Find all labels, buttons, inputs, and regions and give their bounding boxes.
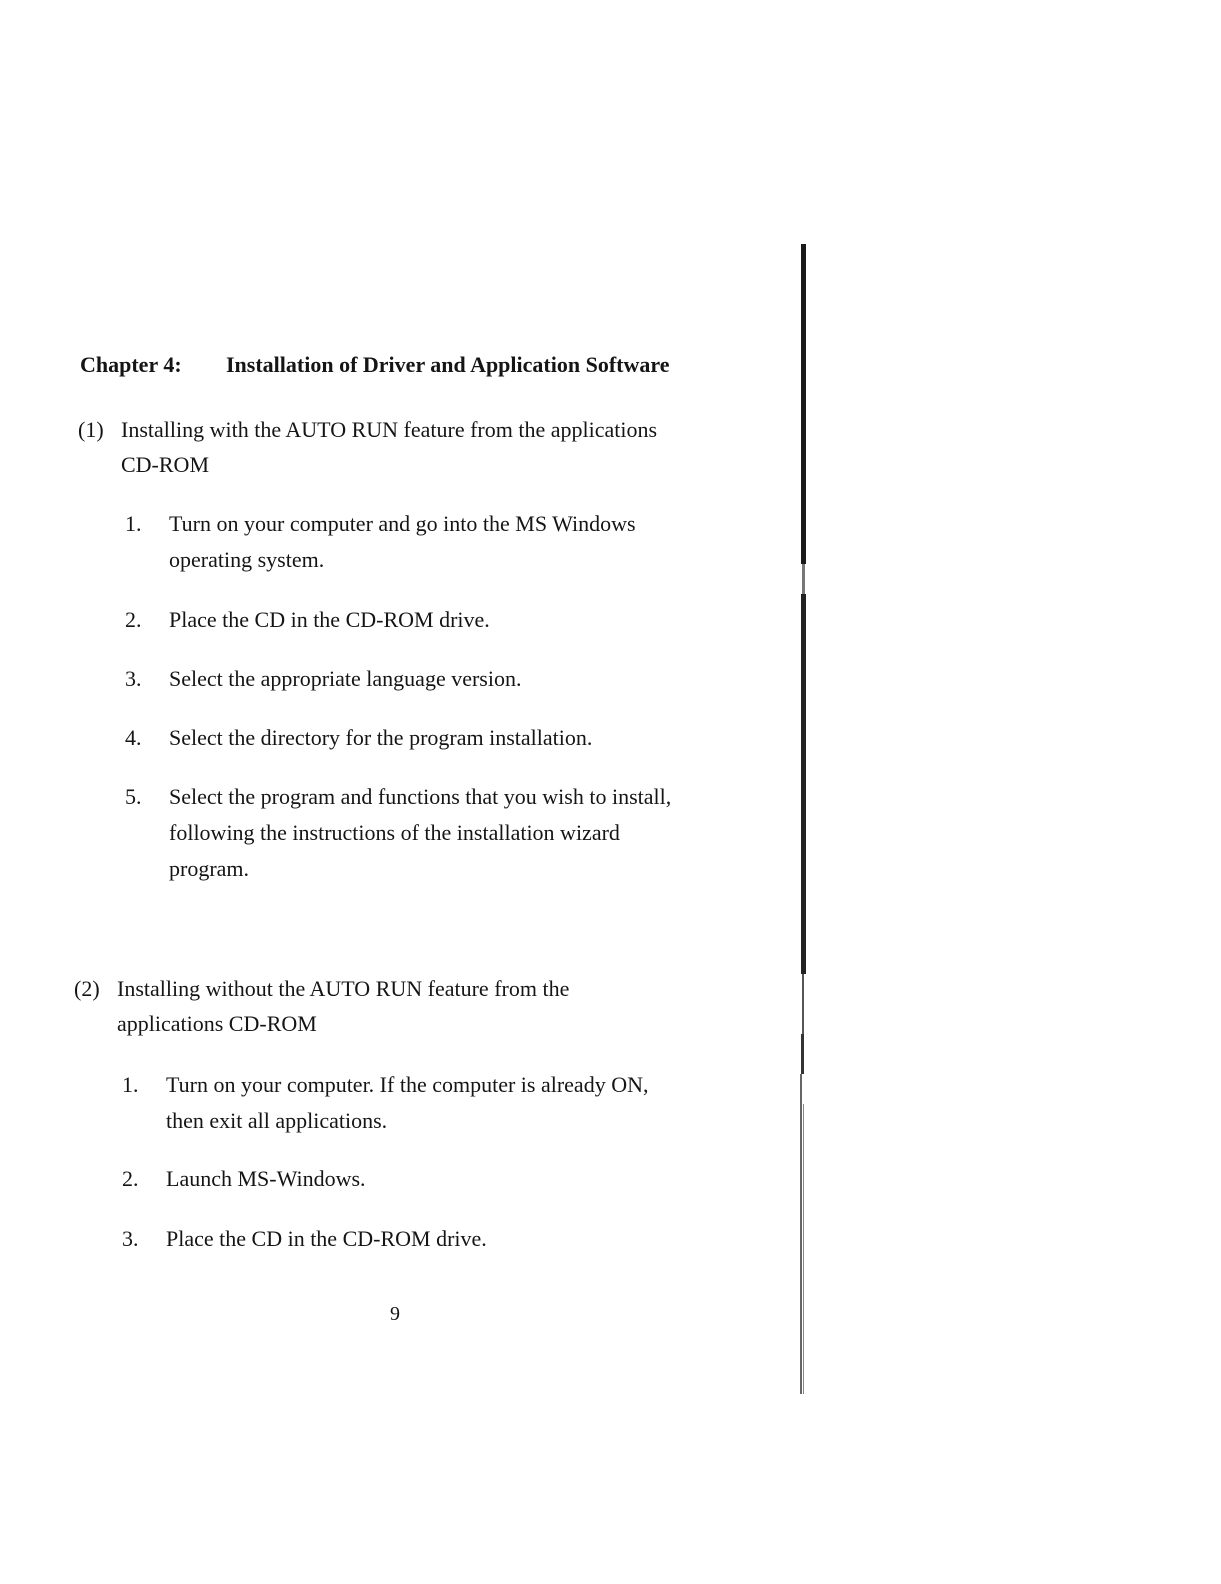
step-text-line-2: following the instructions of the installation wizard bbox=[169, 820, 620, 845]
page-number: 9 bbox=[390, 1303, 400, 1325]
step-text-line-2: then exit all applications. bbox=[166, 1108, 388, 1133]
section-2-marker: (2) bbox=[74, 976, 100, 1001]
step-number: 2. bbox=[125, 607, 142, 632]
step-text-line-1: Place the CD in the CD-ROM drive. bbox=[166, 1226, 487, 1251]
binding-edge-line bbox=[800, 244, 808, 1394]
step-number: 3. bbox=[125, 666, 142, 691]
chapter-label: Chapter 4: bbox=[80, 352, 182, 377]
chapter-heading bbox=[80, 352, 670, 378]
section-2-title-line-1: Installing without the AUTO RUN feature from the bbox=[117, 976, 570, 1001]
section-1-title-line-2: CD-ROM bbox=[121, 452, 210, 477]
step-text-line-1: Turn on your computer and go into the MS Windows bbox=[169, 511, 636, 536]
step-number: 1. bbox=[122, 1072, 139, 1097]
step-text-line-1: Turn on your computer. If the computer is already ON, bbox=[166, 1072, 649, 1097]
step-number: 4. bbox=[125, 725, 142, 750]
step-text-line-1: Place the CD in the CD-ROM drive. bbox=[169, 607, 490, 632]
step-number: 3. bbox=[122, 1226, 139, 1251]
step-text-line-1: Select the directory for the program installation. bbox=[169, 725, 593, 750]
chapter-title: Installation of Driver and Application Software bbox=[226, 352, 670, 377]
section-1-title-line-1: Installing with the AUTO RUN feature from the applications bbox=[121, 417, 658, 442]
step-text-line-3: program. bbox=[169, 856, 250, 881]
step-number: 5. bbox=[125, 784, 142, 809]
step-number: 2. bbox=[122, 1166, 139, 1191]
step-text-line-1: Select the appropriate language version. bbox=[169, 666, 522, 691]
step-text-line-1: Launch MS-Windows. bbox=[166, 1166, 366, 1191]
step-text-line-2: operating system. bbox=[169, 547, 325, 572]
step-text-line-1: Select the program and functions that you wish to install, bbox=[169, 784, 672, 809]
section-2-title-line-2: applications CD-ROM bbox=[117, 1011, 317, 1036]
step-number: 1. bbox=[125, 511, 142, 536]
section-1-marker: (1) bbox=[78, 417, 104, 442]
